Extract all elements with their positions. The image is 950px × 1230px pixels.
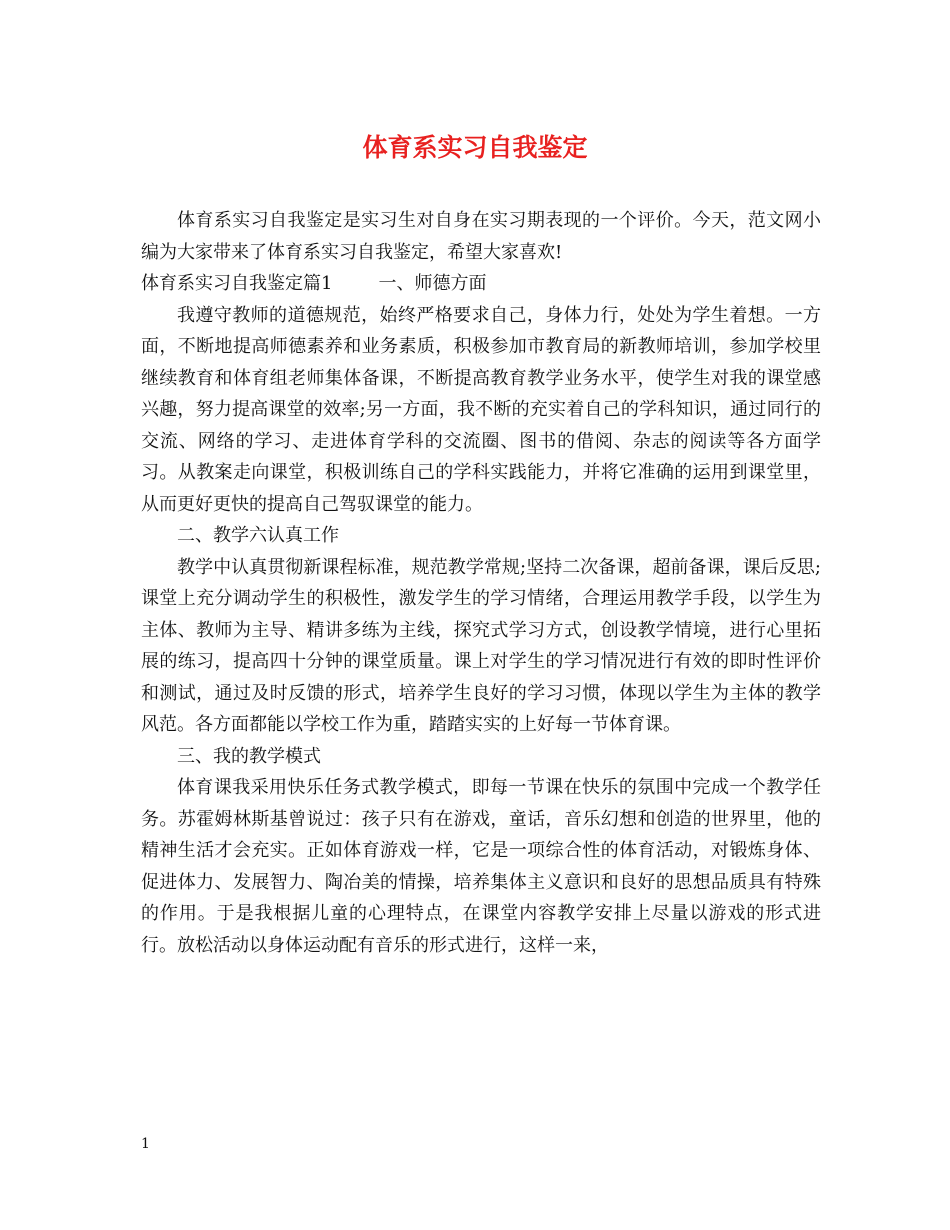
page-number: 1 — [141, 1136, 150, 1152]
section1-heading: 一、师德方面 — [378, 273, 487, 294]
document-title: 体育系实习自我鉴定 — [362, 133, 588, 162]
section1-paragraph: 我遵守教师的道德规范，始终严格要求自己，身体力行，处处为学生着想。一方面，不断地提高师德素养和业务素质，积极参加市教育局的新教师培训，参加学校里继续教育和体育组老师集体备课，不断提高教育教学业务水平，使学生对我的课堂感兴趣，努力提高课堂的效率;另一方面，我不断的充实着自己的学科知识，通过同行的交流、网络的学习、走进体育学科的交流圈、图书的借阅、杂志的阅读等各方面学习。从教案走向课堂，积极训练自己的学科实践能力，并将它准确的运用到课堂里，从而更好更快的提高自己驾驭课堂的能力。 — [141, 304, 821, 515]
section3-paragraph: 体育课我采用快乐任务式教学模式，即每一节课在快乐的氛围中完成一个教学任务。苏霍姆林斯基曾说过：孩子只有在游戏，童话，音乐幻想和创造的世界里，他的精神生活才会充实。正如体育游戏一样，它是一项综合性的体育活动，对锻炼身体、促进体力、发展智力、陶冶美的情操，培养集体主义意识和良好的思想品质具有特殊的作用。于是我根据儿童的心理特点，在课堂内容教学安排上尽量以游戏的形式进行。放松活动以身体运动配有音乐的形式进行，这样一来， — [141, 777, 821, 956]
section2-heading: 二、教学六认真工作 — [177, 525, 339, 546]
section3-heading: 三、我的教学模式 — [177, 745, 321, 767]
part-heading-line — [141, 268, 821, 300]
document-body — [141, 205, 821, 961]
intro-paragraph: 体育系实习自我鉴定是实习生对自身在实习期表现的一个评价。今天，范文网小编为大家带来了体育系实习自我鉴定，希望大家喜欢! — [141, 210, 821, 263]
part-label: 体育系实习自我鉴定篇1 — [141, 273, 333, 294]
section2-paragraph: 教学中认真贯彻新课程标准，规范教学常规;坚持二次备课，超前备课，课后反思;课堂上充分调动学生的积极性，激发学生的学习情绪，合理运用教学手段，以学生为主体、教师为主导、精讲多练为主线，探究式学习方式，创设教学情境，进行心里拓展的练习，提高四十分钟的课堂质量。课上对学生的学习情况进行有效的即时性评价和测试，通过及时反馈的形式，培养学生良好的学习习惯，体现以学生为主体的教学风范。各方面都能以学校工作为重，踏踏实实的上好每一节体育课。 — [141, 556, 821, 735]
